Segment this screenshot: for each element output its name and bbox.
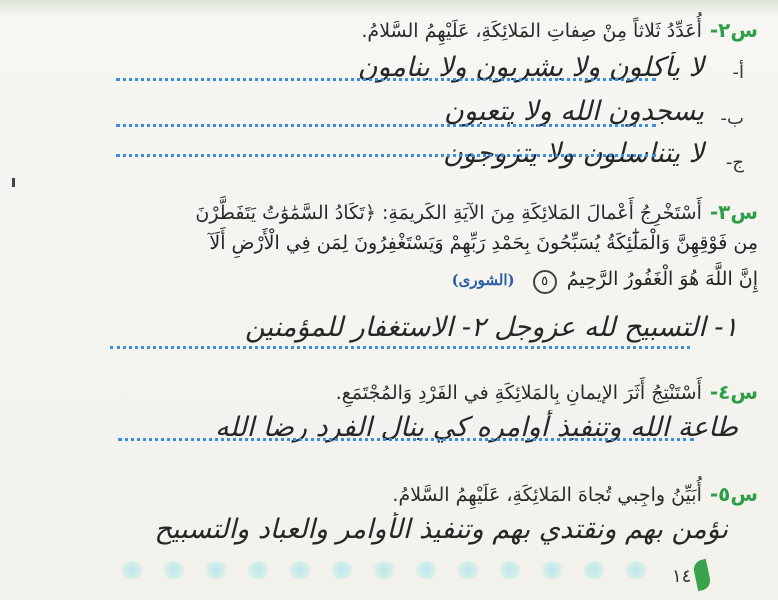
page-number: ١٤ xyxy=(672,566,692,587)
decorative-dot-border xyxy=(120,558,680,582)
handwritten-answer: لا يأكلون ولا يشربون ولا ينامون xyxy=(357,52,704,83)
handwritten-answer: طاعة الله وتنفيذ أوامره كي ينال الفرد رضا الله xyxy=(215,412,738,443)
dotted-line xyxy=(118,438,694,441)
ayah-number: ٥ xyxy=(533,270,557,294)
answer-row-a xyxy=(94,52,744,88)
question-text: أُبَيِّنُ واجِبي تُجاهَ المَلائِكَةِ، عَلَيْهِمُ السَّلامُ. xyxy=(392,484,702,506)
answer-marker: ب- xyxy=(720,108,744,129)
answer-row-c xyxy=(94,138,744,176)
dotted-line xyxy=(116,124,656,127)
verse-line-3 xyxy=(452,268,758,294)
question-text: أُعَدِّدُ ثَلاثاً مِنْ صِفاتِ المَلائِكَةِ، عَلَيْهِمُ السَّلامُ. xyxy=(361,20,702,42)
answer-q4 xyxy=(98,410,738,454)
question-number: س٤- xyxy=(709,380,758,404)
leaf-ornament xyxy=(692,559,712,591)
handwritten-answer: ١- التسبيح لله عزوجل ٢- الاستغفار للمؤمنين xyxy=(245,312,738,343)
question-2 xyxy=(361,18,758,42)
handwritten-answer: يسجدون الله ولا يتعبون xyxy=(443,96,704,127)
top-border xyxy=(0,0,778,14)
verse-text: إِنَّ اللَّهَ هُوَ الْغَفُورُ الرَّحِيمُ xyxy=(566,268,758,290)
handwritten-answer: نؤمن بهم ونقتدي بهم وتنفيذ الأوامر والعباد والتسبيح xyxy=(154,514,728,545)
answer-q5 xyxy=(48,512,728,556)
handwritten-answer: لا يتناسلون ولا يتزوجون xyxy=(442,138,704,169)
question-3 xyxy=(195,200,758,224)
dotted-line xyxy=(116,154,656,157)
question-5 xyxy=(392,482,758,506)
question-number: س٢- xyxy=(709,18,758,42)
verse-line-2: مِن فَوْقِهِنَّ وَالْمَلَٰٓئِكَةُ يُسَبِّحُونَ بِحَمْدِ رَبِّهِمْ وَيَسْتَغْفِرُونَ لِمَن فِي الْأَرْضِ أَلَآ xyxy=(209,232,758,254)
verse-line-1: ﴿تَكَادُ السَّمَٰوَٰتُ يَتَفَطَّرْنَ xyxy=(195,202,376,224)
surah-name: (الشورى) xyxy=(451,271,515,289)
answer-marker: ج- xyxy=(725,152,744,173)
question-number: س٣- xyxy=(709,200,758,224)
question-text: أَسْتَنْتِجُ أَثَرَ الإيمانِ بِالمَلائِكَةِ في الفَرْدِ وَالمُجْتَمَعِ. xyxy=(335,382,702,404)
dotted-line xyxy=(110,346,690,349)
margin-mark xyxy=(12,178,15,187)
question-number: س٥- xyxy=(709,482,758,506)
question-4 xyxy=(336,380,758,404)
dotted-line xyxy=(116,78,656,81)
answer-marker: أ- xyxy=(732,62,744,83)
question-text: أَسْتَخْرِجُ أَعْمالَ المَلائِكَةِ مِنَ الآيَةِ الكَريمَةِ: xyxy=(382,202,702,224)
